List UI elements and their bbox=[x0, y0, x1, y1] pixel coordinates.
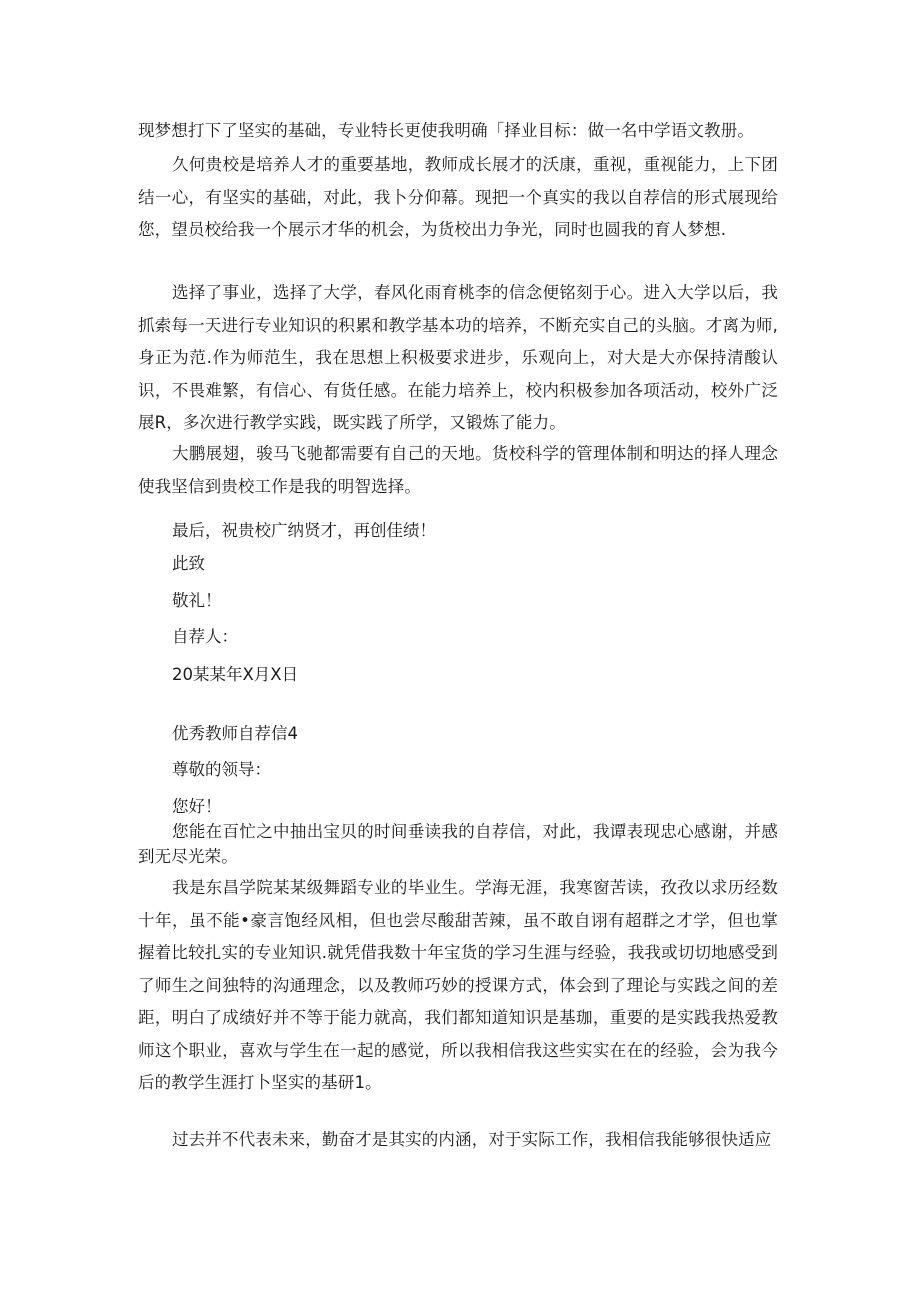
salutation-to: 此致 bbox=[172, 554, 205, 573]
paragraph-background: 我是东昌学院某某级舞蹈专业的毕业生。学海无涯，我寒窗苦读，孜孜以求历经数十年，虽不能•豪言饱经风相，但也尝尽酸甜苦辣，虽不敢自诩有超群之才学，但也掌握着比较扎实的专业知识.就凭借我数十年宝货的学习生涯与经验，我我或切切地感受到了师生之间独特的沟通理念，以及教师巧妙的授课方式，体会到了理论与实践之间的差距，明白了成绩好并不等于能力就高，我们都知道知识是基珈，重要的是实践我热爱教师这个职业，喜欢与学生在一起的感觉，所以我相信我这些实实在在的经验，会为我今后的教学生涯打卜坚实的基研1。 bbox=[138, 878, 778, 1092]
paragraph-career-choice: 选择了事业，选择了大学，春风化雨育桃李的信念便铭刻于心。进入大学以后，我抓索每一天进行专业知识的积累和教学基本功的培养，不断充实自己的头脑。才离为师,身正为范.作为师范生，我在思想上积极要求进步，乐观向上，对大是大亦保持清酸认识，不畏难繁，有信心、有货任感。在能力培养上，校内积极参加各项活动，校外广泛展R，多次进行教学实践，既实践了所学，又锻炼了能力。 bbox=[138, 283, 778, 432]
letter-date: 20某某年X月X日 bbox=[172, 665, 299, 684]
signature-label: 自荐人： bbox=[172, 627, 238, 646]
paragraph-school-intro: 久何贵校是培养人才的重要基地，教师成长展才的沃康，重视，重视能力，上下团结一心，有坚实的基础，对此，我卜分仰幕。现把一个真实的我以自荐信的形式展现给您，望员校给我一个展示才华的机会，为货校出力争光，同时也圆我的育人梦想. bbox=[138, 155, 778, 239]
salutation-respect: 敬礼！ bbox=[172, 591, 222, 610]
paragraph-continuation: 现梦想打下了坚实的基础，专业特长更使我明确「择业目标：做一名中学语文教册。 bbox=[138, 121, 755, 140]
letter2-greeting: 尊敬的领导： bbox=[172, 760, 271, 779]
closing-wish: 最后，祝贵校广纳贤才，再创佳绩！ bbox=[172, 521, 436, 540]
letter2-hello: 您好！ bbox=[172, 797, 222, 816]
paragraph-thanks: 您能在百忙之中抽出宝贝的时间垂读我的自荐信，对此，我谭表现忠心感谢，并感到无尽光荣。 bbox=[138, 822, 778, 866]
paragraph-ambition: 大鹏展翅，骏马飞驰都需要有自己的天地。货校科学的管理体制和明达的择人理念使我坚信到贵校工作是我的明智选择。 bbox=[138, 444, 778, 496]
paragraph-future: 过去并不代表未来，勤奋才是其实的内涵，对于实际工作，我相信我能够很快适应 bbox=[172, 1130, 772, 1149]
letter2-title: 优秀教师自荐信4 bbox=[172, 724, 298, 743]
